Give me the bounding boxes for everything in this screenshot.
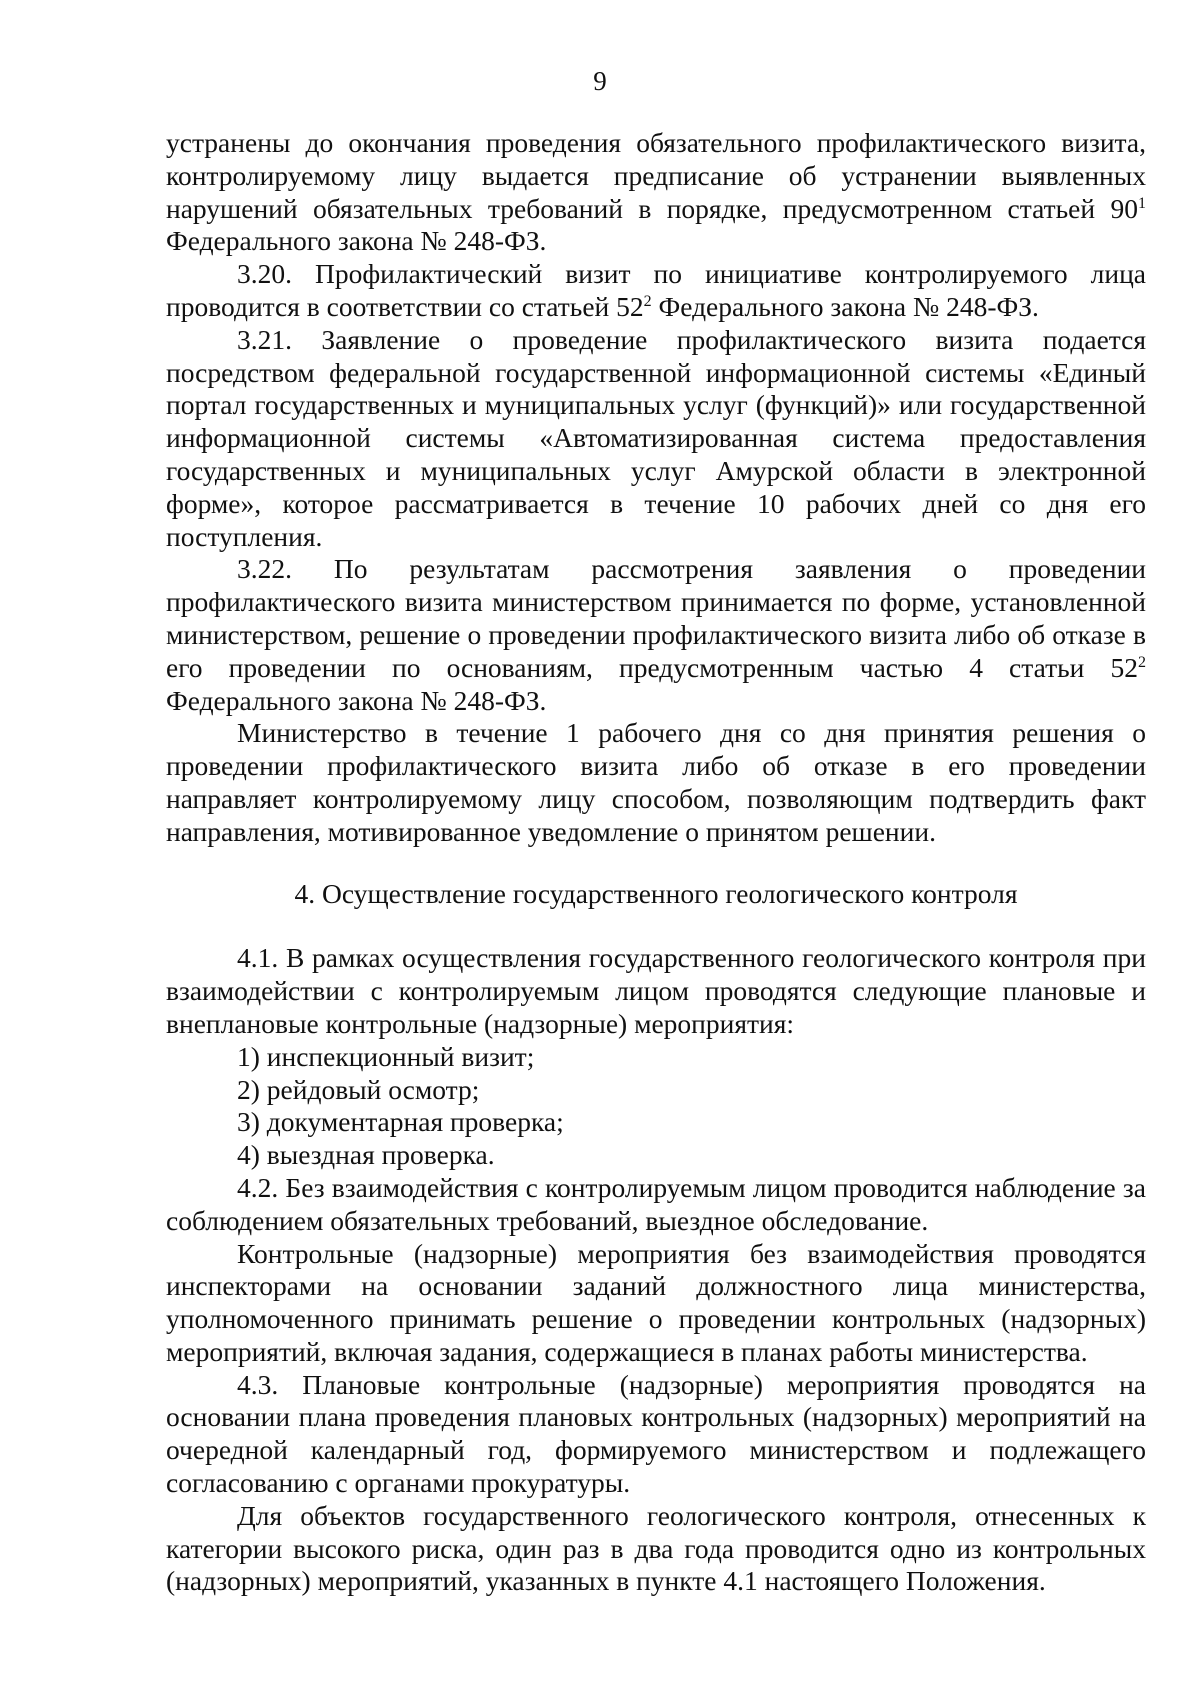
paragraph-3-22-notice: Министерство в течение 1 рабочего дня со дня принятия решения о проведении профилактического визита либо об отказе в его проведении направляет контролируемому лицу способом, позволяющим подтвердить факт направления, мотивированное уведомление о принятом решении. (166, 717, 1146, 847)
paragraph-continuation (166, 127, 1146, 258)
paragraph-tail: Федерального закона № 248-ФЗ. (166, 684, 547, 716)
list-item-4: 4) выездная проверка. (237, 1139, 495, 1171)
paragraph-4-3: 4.3. Плановые контрольные (надзорные) мероприятия проводятся на основании плана проведения плановых контрольных (надзорных) мероприятий на очередной календарный год, формируемого министерством и подлежащего согласованию с органами прокуратуры. (166, 1368, 1146, 1499)
list-item-2: 2) рейдовый осмотр; (237, 1073, 480, 1105)
paragraph-3-21: 3.21. Заявление о проведение профилактического визита подается посредством федеральной государственной информационной системы «Единый портал государственных и муниципальных услуг (функций)» или государственной информационной системы «Автоматизированная система предоставления государственных и муниципальных услуг Амурской области в электронной форме», которое рассматривается в течение 10 рабочих дней со дня его поступления. (166, 323, 1146, 552)
page-number: 9 (593, 66, 607, 96)
superscript: 1 (1138, 194, 1146, 212)
paragraph-tail: Федерального закона № 248-ФЗ. (651, 290, 1039, 322)
paragraph-text: 3.20. Профилактический визит по инициативе контролируемого лица проводится в соответствии со статьей 52 (166, 258, 1146, 322)
paragraph-text: устранены до окончания проведения обязательного профилактического визита, контролируемому лицу выдается предписание об устранении выявленных нарушений обязательных требований в порядке, предусмотренном статьей 90 (166, 127, 1146, 224)
superscript: 2 (643, 292, 652, 310)
document-body (166, 127, 1146, 1598)
paragraph-4-3-high-risk: Для объектов государственного геологического контроля, отнесенных к категории высокого риска, один раз в два года проводится одно из контрольных (надзорных) мероприятий, указанных в пункте 4.1 настоящего Положения. (166, 1499, 1146, 1597)
paragraph-text: 3.22. По результатам рассмотрения заявления о проведении профилактического визита министерством принимается по форме, установленной министерством, решение о проведении профилактического визита либо об отказе в его проведении по основаниям, предусмотренным частью 4 статьи 52 (166, 553, 1146, 683)
paragraph-4-1: 4.1. В рамках осуществления государственного геологического контроля при взаимодействии с контролируемым лицом проводятся следующие плановые и внеплановые контрольные (надзорные) мероприятия: (166, 942, 1146, 1039)
paragraph-tail: Федерального закона № 248-ФЗ. (166, 225, 547, 257)
paragraph-4-2: 4.2. Без взаимодействия с контролируемым лицом проводится наблюдение за соблюдением обязательных требований, выездное обследование. (166, 1171, 1146, 1236)
list-item-1: 1) инспекционный визит; (237, 1040, 535, 1072)
paragraph-4-2-activities: Контрольные (надзорные) мероприятия без взаимодействия проводятся инспекторами на основании заданий должностного лица министерства, уполномоченного принимать решение о проведении контрольных (надзорных) мероприятий, включая задания, содержащиеся в планах работы министерства. (166, 1237, 1146, 1367)
section-heading-4: 4. Осуществление государственного геологического контроля (294, 877, 1018, 909)
superscript: 2 (1138, 653, 1146, 671)
paragraph-3-20 (166, 258, 1146, 324)
list-item-3: 3) документарная проверка; (237, 1106, 564, 1138)
paragraph-3-22 (166, 553, 1146, 717)
